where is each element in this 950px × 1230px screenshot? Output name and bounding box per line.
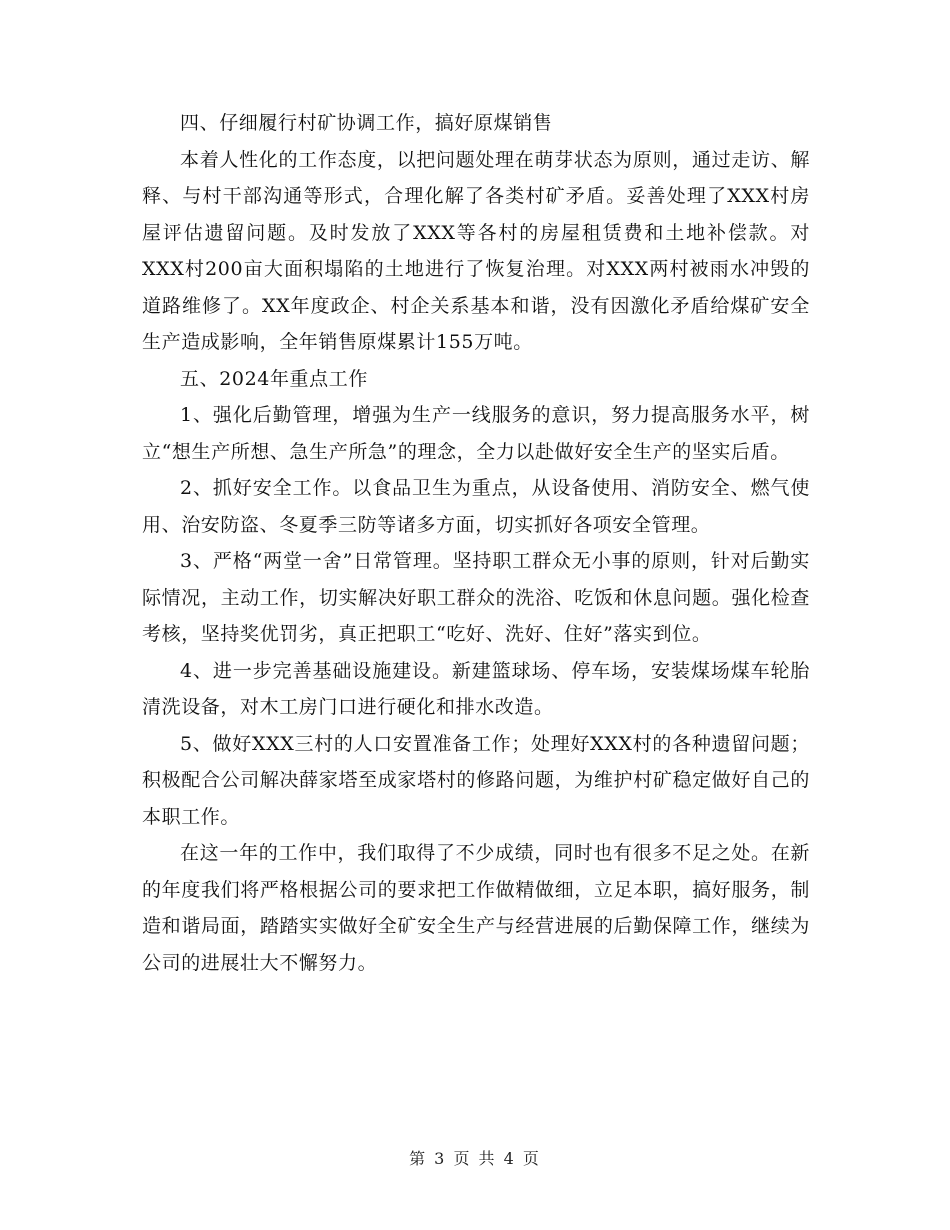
page-number-footer: 第 3 页 共 4 页 <box>409 1149 541 1168</box>
section-5-item-3: 3、严格“两堂一舍”日常管理。坚持职工群众无小事的原则，针对后勤实际情况，主动工作，切实解决好职工群众的洗浴、吃饭和休息问题。强化检查考核，坚持奖优罚劣，真正把职工“吃好、洗好、住好”落实到位。 <box>142 550 810 645</box>
section-5-heading: 五、2024年重点工作 <box>180 367 368 390</box>
section-5-item-5: 5、做好XXX三村的人口安置准备工作；处理好XXX村的各种遗留问题；积极配合公司解决薛家塔至成家塔村的修路问题，为维护村矿稳定做好自己的本职工作。 <box>142 732 810 828</box>
section-5-item-4: 4、进一步完善基础设施建设。新建篮球场、停车场，安装煤场煤车轮胎清洗设备，对木工房门口进行硬化和排水改造。 <box>142 659 810 718</box>
conclusion-paragraph: 在这一年的工作中，我们取得了不少成绩，同时也有很多不足之处。在新的年度我们将严格根据公司的要求把工作做精做细，立足本职，搞好服务，制造和谐局面，踏踏实实做好全矿安全生产与经营进展的后勤保障工作，继续为公司的进展壮大不懈努力。 <box>142 842 810 974</box>
section-4-heading: 四、仔细履行村矿协调工作，搞好原煤销售 <box>180 112 553 134</box>
document-body <box>142 105 810 981</box>
section-4-paragraph: 本着人性化的工作态度，以把问题处理在萌芽状态为原则，通过走访、解释、与村干部沟通等形式，合理化解了各类村矿矛盾。妥善处理了XXX村房屋评估遗留问题。及时发放了XXX等各村的房屋租赁费和土地补偿款。对XXX村200亩大面积塌陷的土地进行了恢复治理。对XXX两村被雨水冲毁的道路维修了。XX年度政企、村企关系基本和谐，没有因激化矛盾给煤矿安全生产造成影响，全年销售原煤累计155万吨。 <box>142 148 810 353</box>
section-5-item-2: 2、抓好安全工作。以食品卫生为重点，从设备使用、消防安全、燃气使用、治安防盗、冬夏季三防等诸多方面，切实抓好各项安全管理。 <box>142 477 810 536</box>
section-5-item-1: 1、强化后勤管理，增强为生产一线服务的意识，努力提高服务水平，树立“想生产所想、急生产所急”的理念，全力以赴做好安全生产的坚实后盾。 <box>142 404 810 463</box>
